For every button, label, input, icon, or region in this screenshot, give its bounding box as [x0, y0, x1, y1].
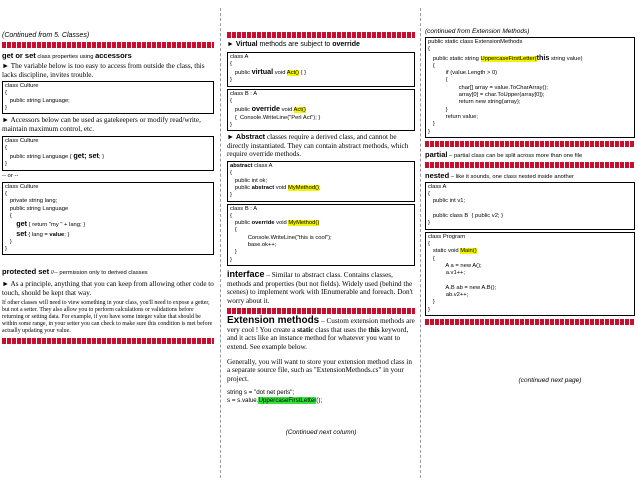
- example-code: [227, 389, 415, 404]
- code-line: }: [5, 161, 7, 168]
- code-block: [227, 161, 415, 201]
- code-line: if (value.Length > 0): [428, 70, 498, 77]
- heading-text: – like it sounds, one class nested inside another: [449, 173, 574, 180]
- code-line: class Culture: [5, 183, 39, 190]
- code-line: }: [5, 105, 7, 112]
- protected-heading: [2, 267, 214, 276]
- code-line: }: [230, 121, 232, 128]
- code-line: }: [230, 256, 232, 263]
- code-line: {: [428, 62, 435, 69]
- keyword: override: [332, 41, 360, 48]
- paragraph-text: keyword, and it acts like an instance method for whatever you want to extend. See example below.: [227, 325, 409, 352]
- code-line: {: [230, 60, 232, 67]
- code-line: }: [230, 249, 237, 256]
- code-line: }: [230, 192, 232, 199]
- highlighted-method: MyMethod(): [288, 184, 319, 191]
- code-text: public: [230, 70, 252, 77]
- highlighted-method: Act(): [293, 107, 306, 114]
- code-line: {: [5, 144, 7, 151]
- partial-heading: [425, 150, 635, 159]
- code-line: string s = "dot net perls";: [227, 389, 295, 397]
- code-line: [5, 219, 86, 229]
- highlighted-method: Act(): [286, 70, 299, 77]
- code-keyword: override: [251, 104, 280, 114]
- code-line: {: [428, 191, 430, 198]
- column-1: [2, 0, 214, 347]
- keyword: this: [368, 325, 380, 334]
- code-text: ; }: [64, 231, 70, 238]
- code-text: public: [230, 220, 252, 227]
- code-text: public: [230, 184, 252, 191]
- code-line: return new string(array);: [428, 99, 521, 106]
- nested-heading: [425, 171, 635, 180]
- code-line: {: [230, 98, 232, 105]
- code-line: {: [230, 227, 237, 234]
- code-text: ();: [316, 397, 323, 405]
- code-line: [230, 67, 307, 77]
- code-keyword: abstract: [251, 184, 275, 191]
- code-line: [230, 220, 319, 226]
- red-divider: [2, 42, 214, 48]
- code-text: ;: [318, 184, 321, 191]
- code-line: {: [428, 46, 430, 53]
- heading-keyword: Extension methods: [227, 315, 320, 327]
- highlighted-method: UppercaseFirstLetter: [258, 397, 317, 405]
- continued-next-note: (Continued next column): [285, 428, 357, 436]
- paragraph: Generally, you will want to store your extension method class in a separate source file, such as "ExtensionMethods.cs" in your project.: [227, 357, 412, 383]
- code-line: [230, 104, 306, 114]
- code-text: public static string: [428, 55, 481, 62]
- code-line: {: [428, 77, 448, 84]
- or-separator: -- or --: [2, 172, 19, 179]
- heading-keyword: get or set: [2, 51, 36, 60]
- code-text: class A: [252, 163, 273, 170]
- code-text: ;: [84, 151, 89, 161]
- code-line: class Program: [428, 233, 466, 240]
- red-divider: [2, 338, 214, 344]
- code-block: [227, 89, 415, 131]
- code-text: void: [274, 184, 289, 191]
- code-text: void: [279, 107, 294, 114]
- red-divider: [425, 319, 635, 325]
- heading-text: – Custom extension methods are very cool ! You create a: [227, 317, 415, 334]
- code-text: ; }: [98, 154, 105, 161]
- paragraph: If other classes will need to view something in your class, you'll need to expose a getter, but not a setter. They also allow you to perform calculations or validations before returning or setting data. For example, if you have some integer value that should be within some range, in your setter you can check to make sure this condition is met before actually updating your value.: [2, 299, 213, 334]
- code-line: public string Language: [5, 205, 69, 212]
- paragraph: ► The variable below is too easy to access from outside the class, this lacks discipline, invites trouble.: [2, 62, 205, 79]
- code-line: }: [428, 106, 448, 113]
- heading-keyword: protected set: [2, 267, 50, 277]
- code-block: [2, 182, 214, 256]
- code-block: [425, 37, 635, 138]
- code-line: private string lang;: [5, 198, 58, 205]
- code-keyword: abstract: [230, 163, 253, 170]
- code-text: { return "my " + lang; }: [27, 222, 86, 229]
- column-divider: [220, 8, 221, 478]
- code-line: {: [230, 212, 232, 219]
- heading-text: – partial class can be split across more than one file: [447, 152, 583, 159]
- note-text: methods are subject to: [257, 41, 333, 48]
- code-line: }: [428, 121, 435, 128]
- code-text: { lang =: [26, 231, 50, 238]
- note-text: classes require a derived class, and cannot be directly instantiated. They can contain abstract methods, which require override methods.: [227, 133, 409, 159]
- code-line: {: [5, 90, 7, 97]
- code-line: [230, 185, 321, 191]
- code-text: void: [274, 220, 289, 227]
- continued-from-note: (continued from Extension Methods): [425, 28, 530, 35]
- paragraph: ► As a principle, anything that you can keep from allowing other code to touch, should be kept that way.: [2, 280, 214, 298]
- code-keyword: value: [49, 231, 65, 238]
- code-block: [2, 136, 214, 171]
- code-block: [227, 204, 415, 266]
- code-line: [5, 151, 105, 161]
- code-line: }: [5, 238, 12, 245]
- code-text: void: [273, 70, 287, 77]
- code-keyword: get: [16, 219, 28, 229]
- code-line: base.ok++;: [230, 242, 277, 249]
- red-divider: [425, 141, 635, 147]
- abstract-note: [227, 133, 415, 159]
- virtual-note: [227, 41, 415, 50]
- red-divider: [227, 32, 415, 38]
- heading-text: //-- permission only to derived classes: [49, 270, 148, 277]
- extension-heading: [227, 317, 415, 351]
- code-keyword: set: [88, 151, 99, 161]
- continued-next-note: (continued next page): [518, 376, 582, 384]
- code-line: }: [428, 306, 430, 313]
- code-keyword: override: [251, 220, 275, 227]
- code-line: {: [5, 212, 12, 219]
- paragraph-text: – Similar to abstract class. Contains classes, methods and properties (but not fields). Widely used (behind the scenes) to implement work with IEnumerable and foreach. Don't worry about it.: [227, 270, 413, 305]
- column-2: [227, 0, 415, 436]
- interface-paragraph: [227, 270, 415, 305]
- code-line: class A: [428, 183, 447, 190]
- code-line: A.B ab = new A.B();: [428, 284, 497, 291]
- code-line: array[0] = char.ToUpper(array[0]);: [428, 92, 545, 99]
- paragraph-text: class that uses the: [313, 325, 369, 334]
- code-line: {: [5, 191, 7, 198]
- column-divider: [420, 8, 421, 478]
- continued-from-note: (Continued from 5. Classes): [2, 32, 90, 39]
- code-line: public string Language;: [5, 97, 70, 104]
- code-keyword: this: [536, 52, 550, 62]
- code-block: [425, 232, 635, 316]
- code-text: string value): [549, 55, 583, 62]
- paragraph: ► Accessors below can be used as gatekeepers or modify read/write, maintain maximum control, etc.: [2, 116, 201, 133]
- code-block: [227, 52, 415, 87]
- code-keyword: virtual: [251, 67, 274, 77]
- code-line: [227, 397, 415, 405]
- code-line: { Console.WriteLine("Perl Act"); }: [230, 114, 321, 121]
- bullet: ►: [227, 41, 236, 48]
- highlighted-method: Main(): [460, 248, 477, 255]
- highlighted-method: MyMethod(): [288, 220, 320, 227]
- code-line: class Culture: [5, 83, 39, 90]
- heading-keyword: partial: [425, 149, 448, 159]
- keyword: interface: [227, 268, 265, 279]
- code-line: a.v1++;: [428, 270, 466, 277]
- code-line: class B : A: [230, 205, 258, 212]
- red-divider: [425, 162, 635, 168]
- code-line: return value;: [428, 113, 478, 120]
- bullet: ►: [227, 133, 236, 142]
- code-line: {: [230, 170, 232, 177]
- code-line: public static class ExtensionMethods: [428, 39, 523, 45]
- code-block: [2, 81, 214, 114]
- code-text: public string Language {: [5, 154, 74, 161]
- code-text: s = s.value.: [227, 397, 259, 405]
- code-line: class A: [230, 53, 249, 60]
- code-line: class Culture: [5, 137, 39, 144]
- code-line: }: [428, 128, 430, 135]
- code-line: char[] array = value.ToCharArray();: [428, 84, 548, 91]
- code-line: }: [5, 246, 7, 253]
- code-line: [428, 248, 477, 254]
- keyword: static: [297, 325, 314, 334]
- code-line: public int ok;: [230, 177, 268, 184]
- code-line: ab.v2++;: [428, 292, 469, 299]
- keyword: Abstract: [235, 132, 266, 142]
- code-text: public: [230, 107, 252, 114]
- code-text: static void: [428, 248, 461, 255]
- code-line: {: [428, 255, 435, 262]
- code-keyword: set: [16, 228, 27, 238]
- code-line: class B : A: [230, 90, 258, 97]
- heading-keyword: nested: [425, 170, 450, 180]
- code-keyword: get: [73, 151, 85, 161]
- keyword: Virtual: [235, 41, 258, 48]
- code-line: public class B { public v2; }: [428, 213, 504, 220]
- heading-keyword: accessors: [95, 51, 132, 60]
- code-line: [230, 163, 273, 169]
- code-line: }: [428, 299, 435, 306]
- red-divider: [227, 308, 415, 314]
- code-line: [5, 228, 70, 238]
- code-block: [425, 182, 635, 230]
- accessors-heading: [2, 51, 214, 60]
- column-3: [425, 0, 635, 384]
- code-line: Console.WriteLine("this is cool");: [230, 234, 332, 241]
- code-line: }: [230, 77, 232, 84]
- heading-text: class properties using: [35, 54, 96, 60]
- highlighted-method: UppercaseFirstLetter(: [480, 55, 537, 62]
- code-line: A a = new A();: [428, 262, 482, 269]
- code-text: { }: [298, 70, 307, 77]
- code-line: public int v1;: [428, 198, 466, 205]
- code-line: {: [428, 240, 430, 247]
- code-line: }: [428, 220, 430, 227]
- code-line: [428, 52, 583, 62]
